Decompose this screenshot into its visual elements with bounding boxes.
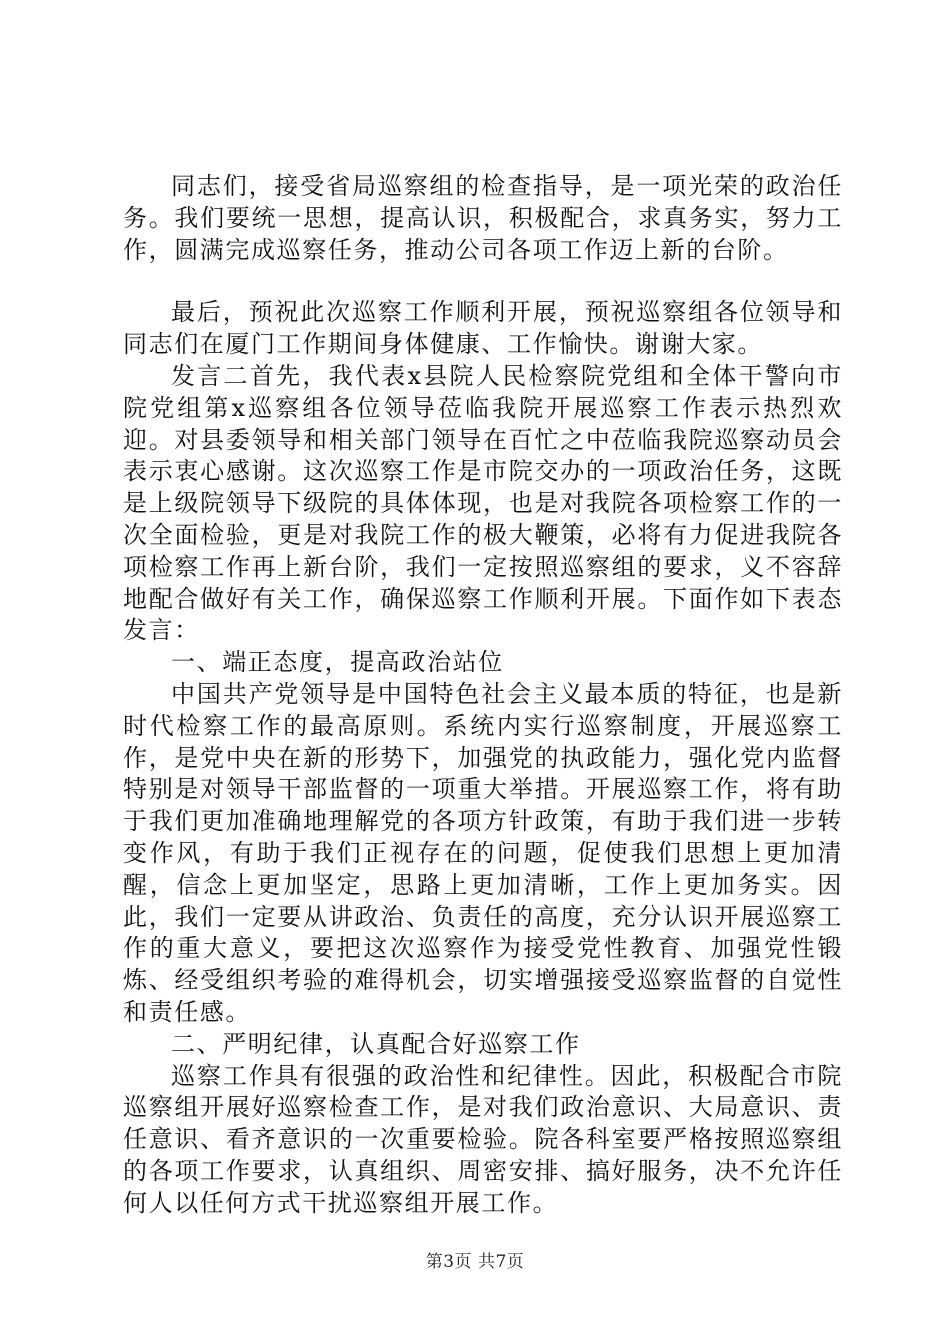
paragraph-closing-remarks: 同志们，接受省局巡察组的检查指导，是一项光荣的政治任务。我们要统一思想，提高认识，积极配合，求真务实，努力工作，圆满完成巡察任务，推动公司各项工作迈上新的台阶。 [123, 172, 843, 264]
section-heading-one: 一、端正态度，提高政治站位 [171, 648, 504, 677]
paragraph-section-two: 巡察工作具有很强的政治性和纪律性。因此，积极配合市院巡察组开展好巡察检查工作，是对我们政治意识、大局意识、责任意识、看齐意识的一次重要检验。院各科室要严格按照巡察组的各项工作要求，认真组织、周密安排、搞好服务，决不允许任何人以任何方式干扰巡察组开展工作。 [123, 1061, 843, 1217]
paragraph-speech-two-intro: 发言二首先，我代表x县院人民检察院党组和全体干警向市院党组第x巡察组各位领导莅临我院开展巡察工作表示热烈欢迎。对县委领导和相关部门领导在百忙之中莅临我院巡察动员会表示衷心感谢。这次巡察工作是市院交办的一项政治任务，这既是上级院领导下级院的具体体现，也是对我院各项检察工作的一次全面检验，更是对我院工作的极大鞭策，必将有力促进我院各项检察工作再上新台阶，我们一定按照巡察组的要求，义不容辞地配合做好有关工作，确保巡察工作顺利开展。下面作如下表态发言： [123, 361, 843, 645]
paragraph-section-one: 中国共产党领导是中国特色社会主义最本质的特征，也是新时代检察工作的最高原则。系统内实行巡察制度，开展巡察工作，是党中央在新的形势下，加强党的执政能力，强化党内监督特别是对领导干部监督的一项重大举措。开展巡察工作，将有助于我们更加准确地理解党的各项方针政策，有助于我们进一步转变作风，有助于我们正视存在的问题，促使我们思想上更加清醒，信念上更加坚定，思路上更加清晰，工作上更加务实。因此，我们一定要从讲政治、负责任的高度，充分认识开展巡察工作的重大意义，要把这次巡察作为接受党性教育、加强党性锻炼、经受组织考验的难得机会，切实增强接受巡察监督的自觉性和责任感。 [123, 679, 843, 1026]
page-number-footer: 第3页 共7页 [425, 1252, 525, 1272]
paragraph-final-wishes: 最后，预祝此次巡察工作顺利开展，预祝巡察组各位领导和同志们在厦门工作期间身体健康、工作愉快。谢谢大家。 [123, 298, 843, 359]
section-heading-two: 二、严明纪律，认真配合好巡察工作 [171, 1029, 581, 1058]
document-body [123, 171, 843, 1220]
